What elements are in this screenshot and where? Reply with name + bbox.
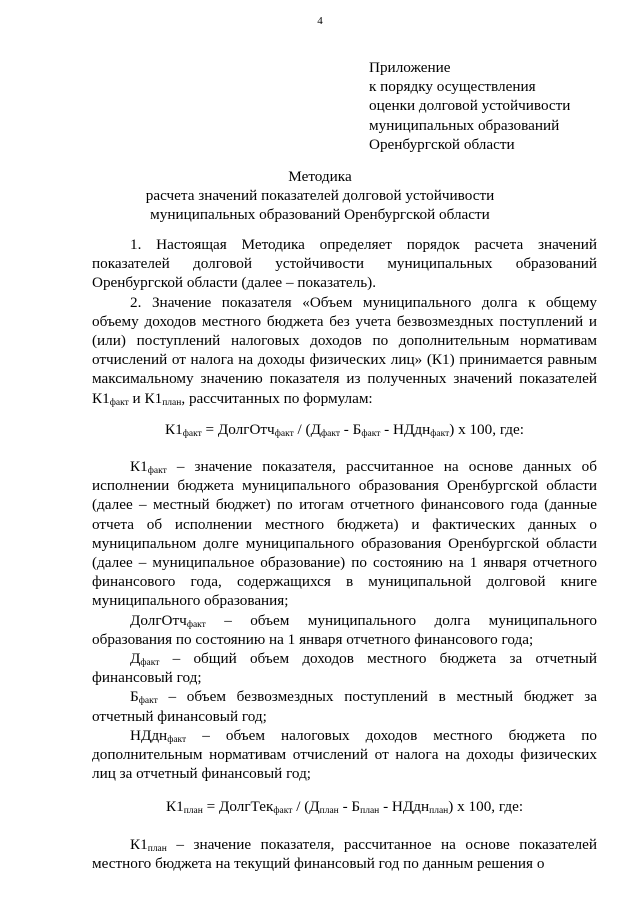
document-title bbox=[0, 167, 640, 225]
formula-part: = ДолгТек bbox=[202, 798, 274, 816]
subscript: факт bbox=[167, 734, 187, 745]
formula-part: / (Д bbox=[293, 420, 321, 438]
paragraph-1: 1. Настоящая Методика определяет порядок расчета значений показателей долговой устойчивости муниципальных образований Оренбургской области (далее – показатель). bbox=[92, 236, 597, 292]
term: НДдн bbox=[130, 726, 168, 744]
formula-k1-plan bbox=[92, 797, 597, 816]
definition-text: – объем безвозмездных поступлений в местный бюджет за отчетный финансовый год; bbox=[92, 688, 597, 725]
appendix-line: к порядку осуществления bbox=[369, 78, 536, 96]
subscript: факт bbox=[361, 428, 381, 439]
text: , рассчитанных по формулам: bbox=[181, 389, 373, 407]
appendix-line: Приложение bbox=[369, 59, 451, 76]
subscript: план bbox=[147, 843, 167, 854]
formula-part: = ДолгОтч bbox=[201, 420, 275, 438]
title-line: Методика bbox=[288, 168, 352, 185]
subscript: факт bbox=[140, 658, 160, 669]
definition-d-fact bbox=[92, 649, 597, 687]
subscript: факт bbox=[138, 696, 158, 707]
definition-text: – объем налоговых доходов местного бюджета по дополнительным нормативам отчислений от налога на доходы физических лиц за отчетный финансовый год; bbox=[92, 726, 597, 783]
page-number: 4 bbox=[317, 15, 323, 27]
appendix-line: Оренбургской области bbox=[369, 135, 515, 153]
definition-k1-plan bbox=[92, 835, 597, 873]
definition-nddn-fact bbox=[92, 726, 597, 784]
subscript: план bbox=[183, 806, 203, 817]
subscript: план bbox=[162, 397, 182, 408]
text: и bbox=[128, 389, 145, 407]
document-body bbox=[92, 235, 597, 873]
subscript: факт bbox=[273, 806, 293, 817]
definition-dolg-otch bbox=[92, 611, 597, 649]
term: К1 bbox=[92, 389, 110, 407]
definition-text: – значение показателя, рассчитанное на основе показателей местного бюджета на текущий финансовый год по данным решения о bbox=[92, 835, 597, 872]
term: К1 bbox=[144, 389, 163, 407]
definition-k1-fact bbox=[92, 457, 597, 611]
subscript: факт bbox=[182, 428, 202, 439]
formula-part: К1 bbox=[165, 798, 184, 816]
definition-b-fact bbox=[92, 687, 597, 725]
term: К1 bbox=[130, 458, 148, 476]
title-line: расчета значений показателей долговой устойчивости bbox=[145, 187, 495, 205]
title-line: муниципальных образований Оренбургской области bbox=[150, 206, 490, 224]
definition-text: – объем муниципального долга муниципального образования по состоянию на 1 января отчетного финансового года; bbox=[92, 611, 597, 648]
formula-part: / (Д bbox=[292, 798, 320, 816]
subscript: факт bbox=[109, 397, 129, 408]
formula-part: - НДдн bbox=[380, 420, 431, 438]
subscript: план bbox=[319, 806, 339, 817]
term: К1 bbox=[130, 835, 148, 853]
subscript: план bbox=[360, 806, 380, 817]
formula-part: ) х 100, где: bbox=[448, 798, 524, 816]
appendix-line: оценки долговой устойчивости bbox=[369, 97, 571, 115]
subscript: факт bbox=[147, 466, 167, 477]
paragraph-text: 2. Значение показателя «Объем муниципального долга к общему объему доходов местного бюджета без учета безвозмездных поступлений и (или) поступлений налоговых доходов по дополнительным нормативам отчислений от налога на доходы физических лиц» (К1) принимается равным максимальному значению показателя из полученных значений показателей bbox=[92, 293, 597, 388]
appendix-header bbox=[369, 58, 570, 154]
subscript: факт bbox=[186, 619, 206, 630]
definition-text: – общий объем доходов местного бюджета за отчетный финансовый год; bbox=[92, 650, 597, 687]
formula-part: ) х 100, где: bbox=[449, 420, 524, 438]
term: ДолгОтч bbox=[130, 611, 187, 629]
term: Д bbox=[130, 650, 141, 668]
paragraph-2 bbox=[92, 293, 597, 408]
term: Б bbox=[130, 688, 139, 706]
formula-k1-fact bbox=[92, 420, 597, 439]
subscript: факт bbox=[274, 428, 294, 439]
subscript: план bbox=[429, 806, 449, 817]
subscript: факт bbox=[430, 428, 450, 439]
formula-part: - Б bbox=[338, 798, 361, 816]
subscript: факт bbox=[320, 428, 340, 439]
formula-part: - Б bbox=[339, 420, 362, 438]
appendix-line: муниципальных образований bbox=[369, 116, 560, 134]
formula-part: К1 bbox=[164, 420, 183, 438]
definition-text: – значение показателя, рассчитанное на основе данных об исполнении бюджета муниципального образования Оренбургской области (далее – местный бюджет) по итогам отчетного финансового года (данные отчета об исполнении местного бюджета) и фактических данных о муниципальном долге муниципального образования Оренбургской области (далее – муниципальное образование) по состоянию на 1 января отчетного финансового года, содержащихся в муниципальной долговой книге муниципального образования; bbox=[92, 458, 597, 610]
formula-part: - НДдн bbox=[379, 798, 430, 816]
